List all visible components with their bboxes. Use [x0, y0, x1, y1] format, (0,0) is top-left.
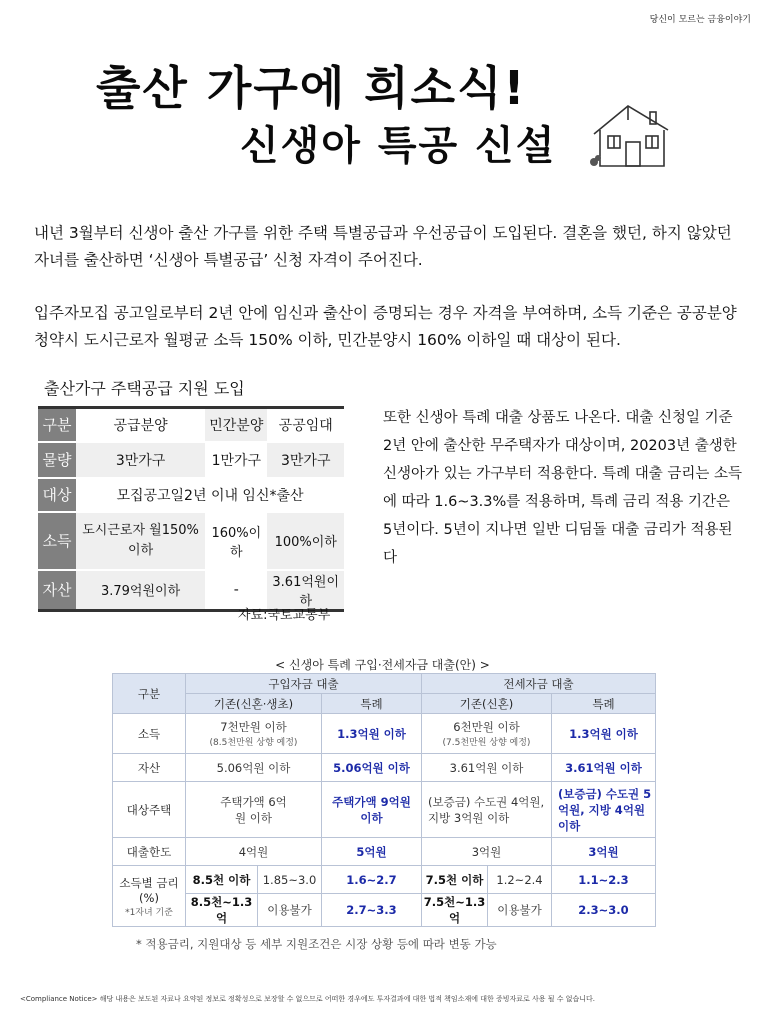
table-row: [38, 442, 344, 478]
row-label: 물량: [38, 442, 76, 478]
cell-value: 7천만원 이하: [220, 720, 287, 734]
table-cell: 7.5천 이하: [422, 866, 488, 894]
table-cell: 8.5천 이하: [186, 866, 258, 894]
cell-note: (7.5천만원 상향 예정): [442, 738, 531, 748]
intro-paragraph: 내년 3월부터 신생아 출산 가구를 위한 주택 특별공급과 우선공급이 도입된다. 결혼을 했던, 하지 않았던 자녀를 출산하면 ‘신생아 특별공급’ 신청 자격이 주어진다.: [34, 224, 732, 269]
table-cell: 3억원: [552, 838, 656, 866]
row-label: 소득: [38, 512, 76, 570]
table-row: [113, 782, 656, 838]
table-cell: 8.5천~1.3억: [186, 894, 258, 927]
table-cell: 1.1~2.3: [552, 866, 656, 894]
table-cell: 3만가구: [76, 442, 205, 478]
table-cell: [186, 714, 322, 754]
table-cell: 160%이하: [205, 512, 267, 570]
table-source: 자료:국토교통부: [238, 608, 331, 623]
table-cell: 3.79억원이하: [76, 570, 205, 611]
table-row: [38, 478, 344, 512]
support-table-header: [38, 408, 344, 442]
table-cell: 3.61억원 이하: [552, 754, 656, 782]
table-cell: 모집공고일2년 이내 임신*출산: [76, 478, 344, 512]
row-label: 자산: [113, 754, 186, 782]
table-cell: 2.3~3.0: [552, 894, 656, 927]
table-row: [113, 754, 656, 782]
table-cell: 4억원: [186, 838, 322, 866]
house-icon: [588, 100, 674, 170]
table-cell: 1.3억원 이하: [322, 714, 422, 754]
col-group-rent: 전세자금 대출: [422, 674, 656, 694]
table-row: [113, 838, 656, 866]
cell-note: (8.5천만원 상향 예정): [209, 738, 298, 748]
compliance-notice: <Compliance Notice> 해당 내용은 보도된 자료나 요약된 정보로 정확성으로 보장할 수 없으므로 어떠한 경우에도 투자결과에 대한 법적 책임소재에 대한 증빙자료로 사용 될 수 없습니다.: [20, 995, 595, 1003]
table-cell: 3.61억원이하: [267, 570, 344, 611]
header-cell: 구분: [38, 408, 76, 442]
loan-table-note: * 적용금리, 지원대상 등 세부 지원조건은 시장 상황 등에 따라 변동 가능: [136, 937, 497, 951]
table-cell: 이용불가: [258, 894, 322, 927]
page-title-line2: 신생아 특공 신설: [240, 123, 557, 169]
row-header-cell: 구분: [113, 674, 186, 714]
col-group-buy: 구입자금 대출: [186, 674, 422, 694]
table-cell: 주택가액 6억원 이하: [186, 782, 322, 838]
table-cell: 주택가액 9억원 이하: [322, 782, 422, 838]
row-label: 대상: [38, 478, 76, 512]
support-table: [38, 406, 344, 612]
header-cell: 공공임대: [267, 408, 344, 442]
table-cell: (보증금) 수도권 5억원, 지방 4억원 이하: [552, 782, 656, 838]
table-cell: 7.5천~1.3억: [422, 894, 488, 927]
row-label: [113, 866, 186, 927]
header-cell: 민간분양: [205, 408, 267, 442]
table-cell: 5.06억원 이하: [322, 754, 422, 782]
special-loan-paragraph: 또한 신생아 특례 대출 상품도 나온다. 대출 신청일 기준 2년 안에 출산한 무주택자가 대상이며, 20203년 출생한 신생아가 있는 가구부터 적용한다. 특례 대출 금리는 소득에 따라 1.6~3.3%를 적용하며, 특례 금리 적용 기간은 5년이다. 5년이 지나면 일반 디딤돌 대출 금리가 적용된다: [383, 410, 743, 566]
table-row: [113, 694, 656, 714]
table-row: [38, 512, 344, 570]
sub-header: 기존(신혼·생초): [186, 694, 322, 714]
support-table-title: 출산가구 주택공급 지원 도입: [44, 379, 245, 398]
table-cell: 3억원: [422, 838, 552, 866]
table-cell: 100%이하: [267, 512, 344, 570]
header-cell: 공급분양: [76, 408, 205, 442]
table-cell: 1.2~2.4: [488, 866, 552, 894]
row-label: 소득: [113, 714, 186, 754]
table-cell: 1.3억원 이하: [552, 714, 656, 754]
sub-header: 특례: [322, 694, 422, 714]
table-cell: [422, 714, 552, 754]
table-cell: 5.06억원 이하: [186, 754, 322, 782]
table-row: [113, 866, 656, 894]
table-cell: 이용불가: [488, 894, 552, 927]
table-row: [113, 674, 656, 694]
sub-header: 특례: [552, 694, 656, 714]
rate-label: 소득별 금리(%): [119, 875, 179, 905]
table-cell: 도시근로자 월150%이하: [76, 512, 205, 570]
row-label: 대상주택: [113, 782, 186, 838]
table-cell: 5억원: [322, 838, 422, 866]
cell-value: 6천만원 이하: [453, 720, 520, 734]
income-criteria-paragraph: 입주자모집 공고일로부터 2년 안에 임신과 출산이 증명되는 경우 자격을 부여하며, 소득 기준은 공공분양 청약시 도시근로자 월평균 소득 150% 이하, 민간분양시 160% 이하일 때 대상이 된다.: [34, 304, 737, 349]
page-title-line1: 출산 가구에 희소식!: [96, 61, 527, 115]
table-row: [113, 714, 656, 754]
table-cell: -: [205, 570, 267, 611]
brand-label: 당신이 모르는 금융이야기: [649, 15, 751, 25]
table-row: [113, 894, 656, 927]
rate-label-note: *1자녀 기준: [125, 907, 173, 918]
row-label: 대출한도: [113, 838, 186, 866]
loan-table: [112, 673, 656, 927]
table-cell: 3.61억원 이하: [422, 754, 552, 782]
loan-table-title: < 신생아 특례 구입·전세자금 대출(안) >: [275, 658, 490, 672]
table-cell: 1.6~2.7: [322, 866, 422, 894]
table-cell: 1.85~3.0: [258, 866, 322, 894]
table-cell: (보증금) 수도권 4억원, 지방 3억원 이하: [422, 782, 552, 838]
table-cell: 3만가구: [267, 442, 344, 478]
table-cell: 1만가구: [205, 442, 267, 478]
row-label: 자산: [38, 570, 76, 611]
sub-header: 기존(신혼): [422, 694, 552, 714]
table-cell: 2.7~3.3: [322, 894, 422, 927]
